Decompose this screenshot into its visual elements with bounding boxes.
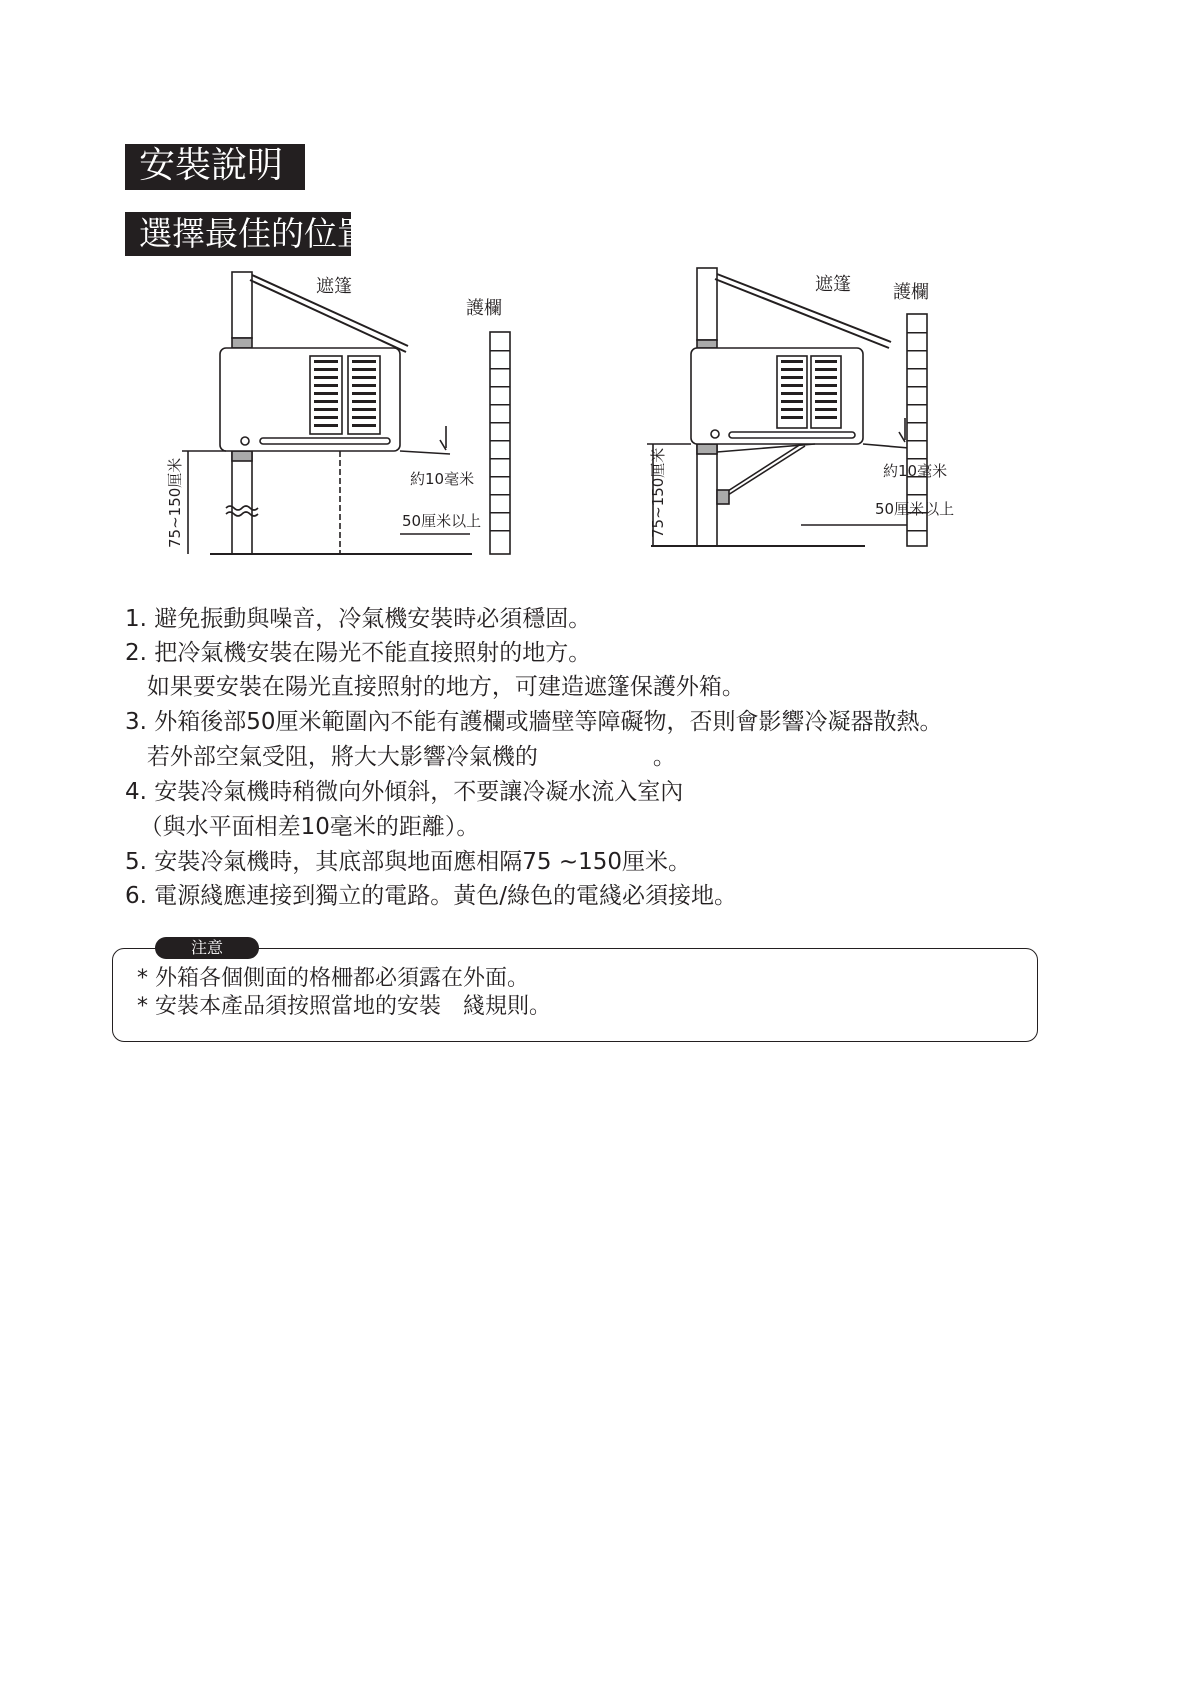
railing-label: 護欄 [466,298,502,319]
caution-tag: 注意 [155,937,259,959]
instruction-line: （與水平面相差10毫米的距離）。 [125,814,480,840]
section-title: 安裝說明 [125,144,305,190]
instruction-line: 6. 電源綫應連接到獨立的電路。黃色/綠色的電綫必須接地。 [125,883,738,909]
instruction-line: 若外部空氣受阻，將大大影響冷氣機的 。 [125,744,676,770]
section-subtitle: 選擇最佳的位置 [125,212,351,256]
wall-column [697,268,717,340]
instruction-line: 1. 避免振動與噪音，冷氣機安裝時必須穩固。 [125,606,592,632]
height-label: 75~150厘米 [166,457,184,548]
caution-item: * 安裝本產品須按照當地的安裝 綫規則。 [137,994,551,1019]
instruction-line: 2. 把冷氣機安裝在陽光不能直接照射的地方。 [125,640,592,666]
awning [717,274,891,342]
height-label: 75~150厘米 [649,447,667,538]
tilt-label: 約10毫米 [883,462,948,480]
clearance-label: 50厘米以上 [875,500,955,518]
instruction-line: 5. 安裝冷氣機時，其底部與地面應相隔75 ~150厘米。 [125,849,692,875]
installation-diagram-wall-mount [166,268,530,568]
awning-label: 遮篷 [815,274,851,295]
instruction-line: 如果要安裝在陽光直接照射的地方，可建造遮篷保護外箱。 [125,674,745,700]
awning-label: 遮篷 [316,276,352,297]
caution-item: * 外箱各個側面的格柵都必須露在外面。 [137,966,529,991]
wall-column [232,272,252,338]
tilt-label: 約10毫米 [410,470,475,488]
installation-diagram-bracket-mount [645,264,1005,564]
instruction-line: 3. 外箱後部50厘米範圍內不能有護欄或牆壁等障礙物，否則會影響冷凝器散熱。 [125,709,943,735]
railing [490,332,510,554]
railing-label: 護欄 [893,282,929,303]
instruction-line: 4. 安裝冷氣機時稍微向外傾斜，不要讓冷凝水流入室內 [125,779,684,805]
clearance-label: 50厘米以上 [402,512,482,530]
